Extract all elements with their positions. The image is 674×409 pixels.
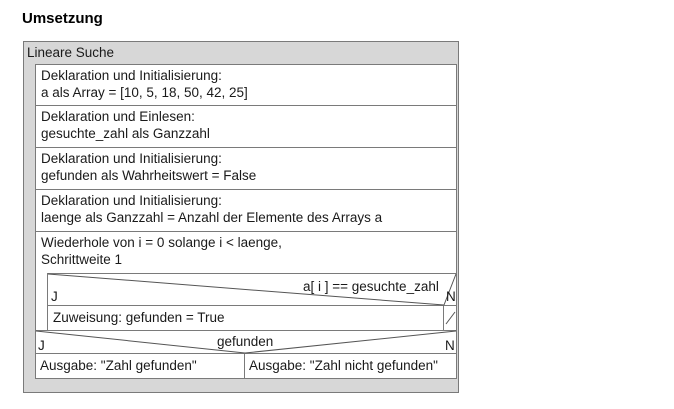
struktogramm-title: Lineare Suche [27, 45, 115, 60]
outer-if-yes-action: Ausgabe: "Zahl gefunden" [40, 358, 197, 373]
block-line: Deklaration und Initialisierung: [41, 193, 222, 208]
loop-header-line: Schrittweite 1 [41, 252, 123, 267]
block-line: gefunden als Wahrheitswert = False [41, 168, 257, 183]
block-line: Deklaration und Initialisierung: [41, 151, 222, 166]
loop-header-line: Wiederhole von i = 0 solange i < laenge, [41, 235, 282, 250]
block-line: laenge als Ganzzahl = Anzahl der Elemente des Arrays a [41, 210, 383, 225]
no-op-slash [446, 312, 455, 324]
inner-if-condition: a[ i ] == gesuchte_zahl [303, 279, 439, 294]
outer-if-no-action: Ausgabe: "Zahl nicht gefunden" [249, 358, 438, 373]
outer-if-diagonal-right [245, 331, 456, 353]
outer-if-condition: gefunden [217, 334, 274, 349]
outer-if-yes-label: J [38, 338, 45, 353]
struktogramm [23, 41, 459, 393]
section-heading: Umsetzung [22, 10, 103, 27]
block-line: a als Array = [10, 5, 18, 50, 42, 25] [41, 85, 248, 100]
outer-if-diagonal-left [36, 331, 245, 353]
block-line: Deklaration und Initialisierung: [41, 68, 222, 83]
inner-if-yes-action: Zuweisung: gefunden = True [53, 310, 225, 325]
inner-if-yes-label: J [51, 289, 58, 304]
outer-if-no-label: N [445, 338, 455, 353]
block-line: Deklaration und Einlesen: [41, 109, 195, 124]
block-line: gesuchte_zahl als Ganzzahl [41, 126, 210, 141]
inner-if-no-label: N [446, 289, 456, 304]
